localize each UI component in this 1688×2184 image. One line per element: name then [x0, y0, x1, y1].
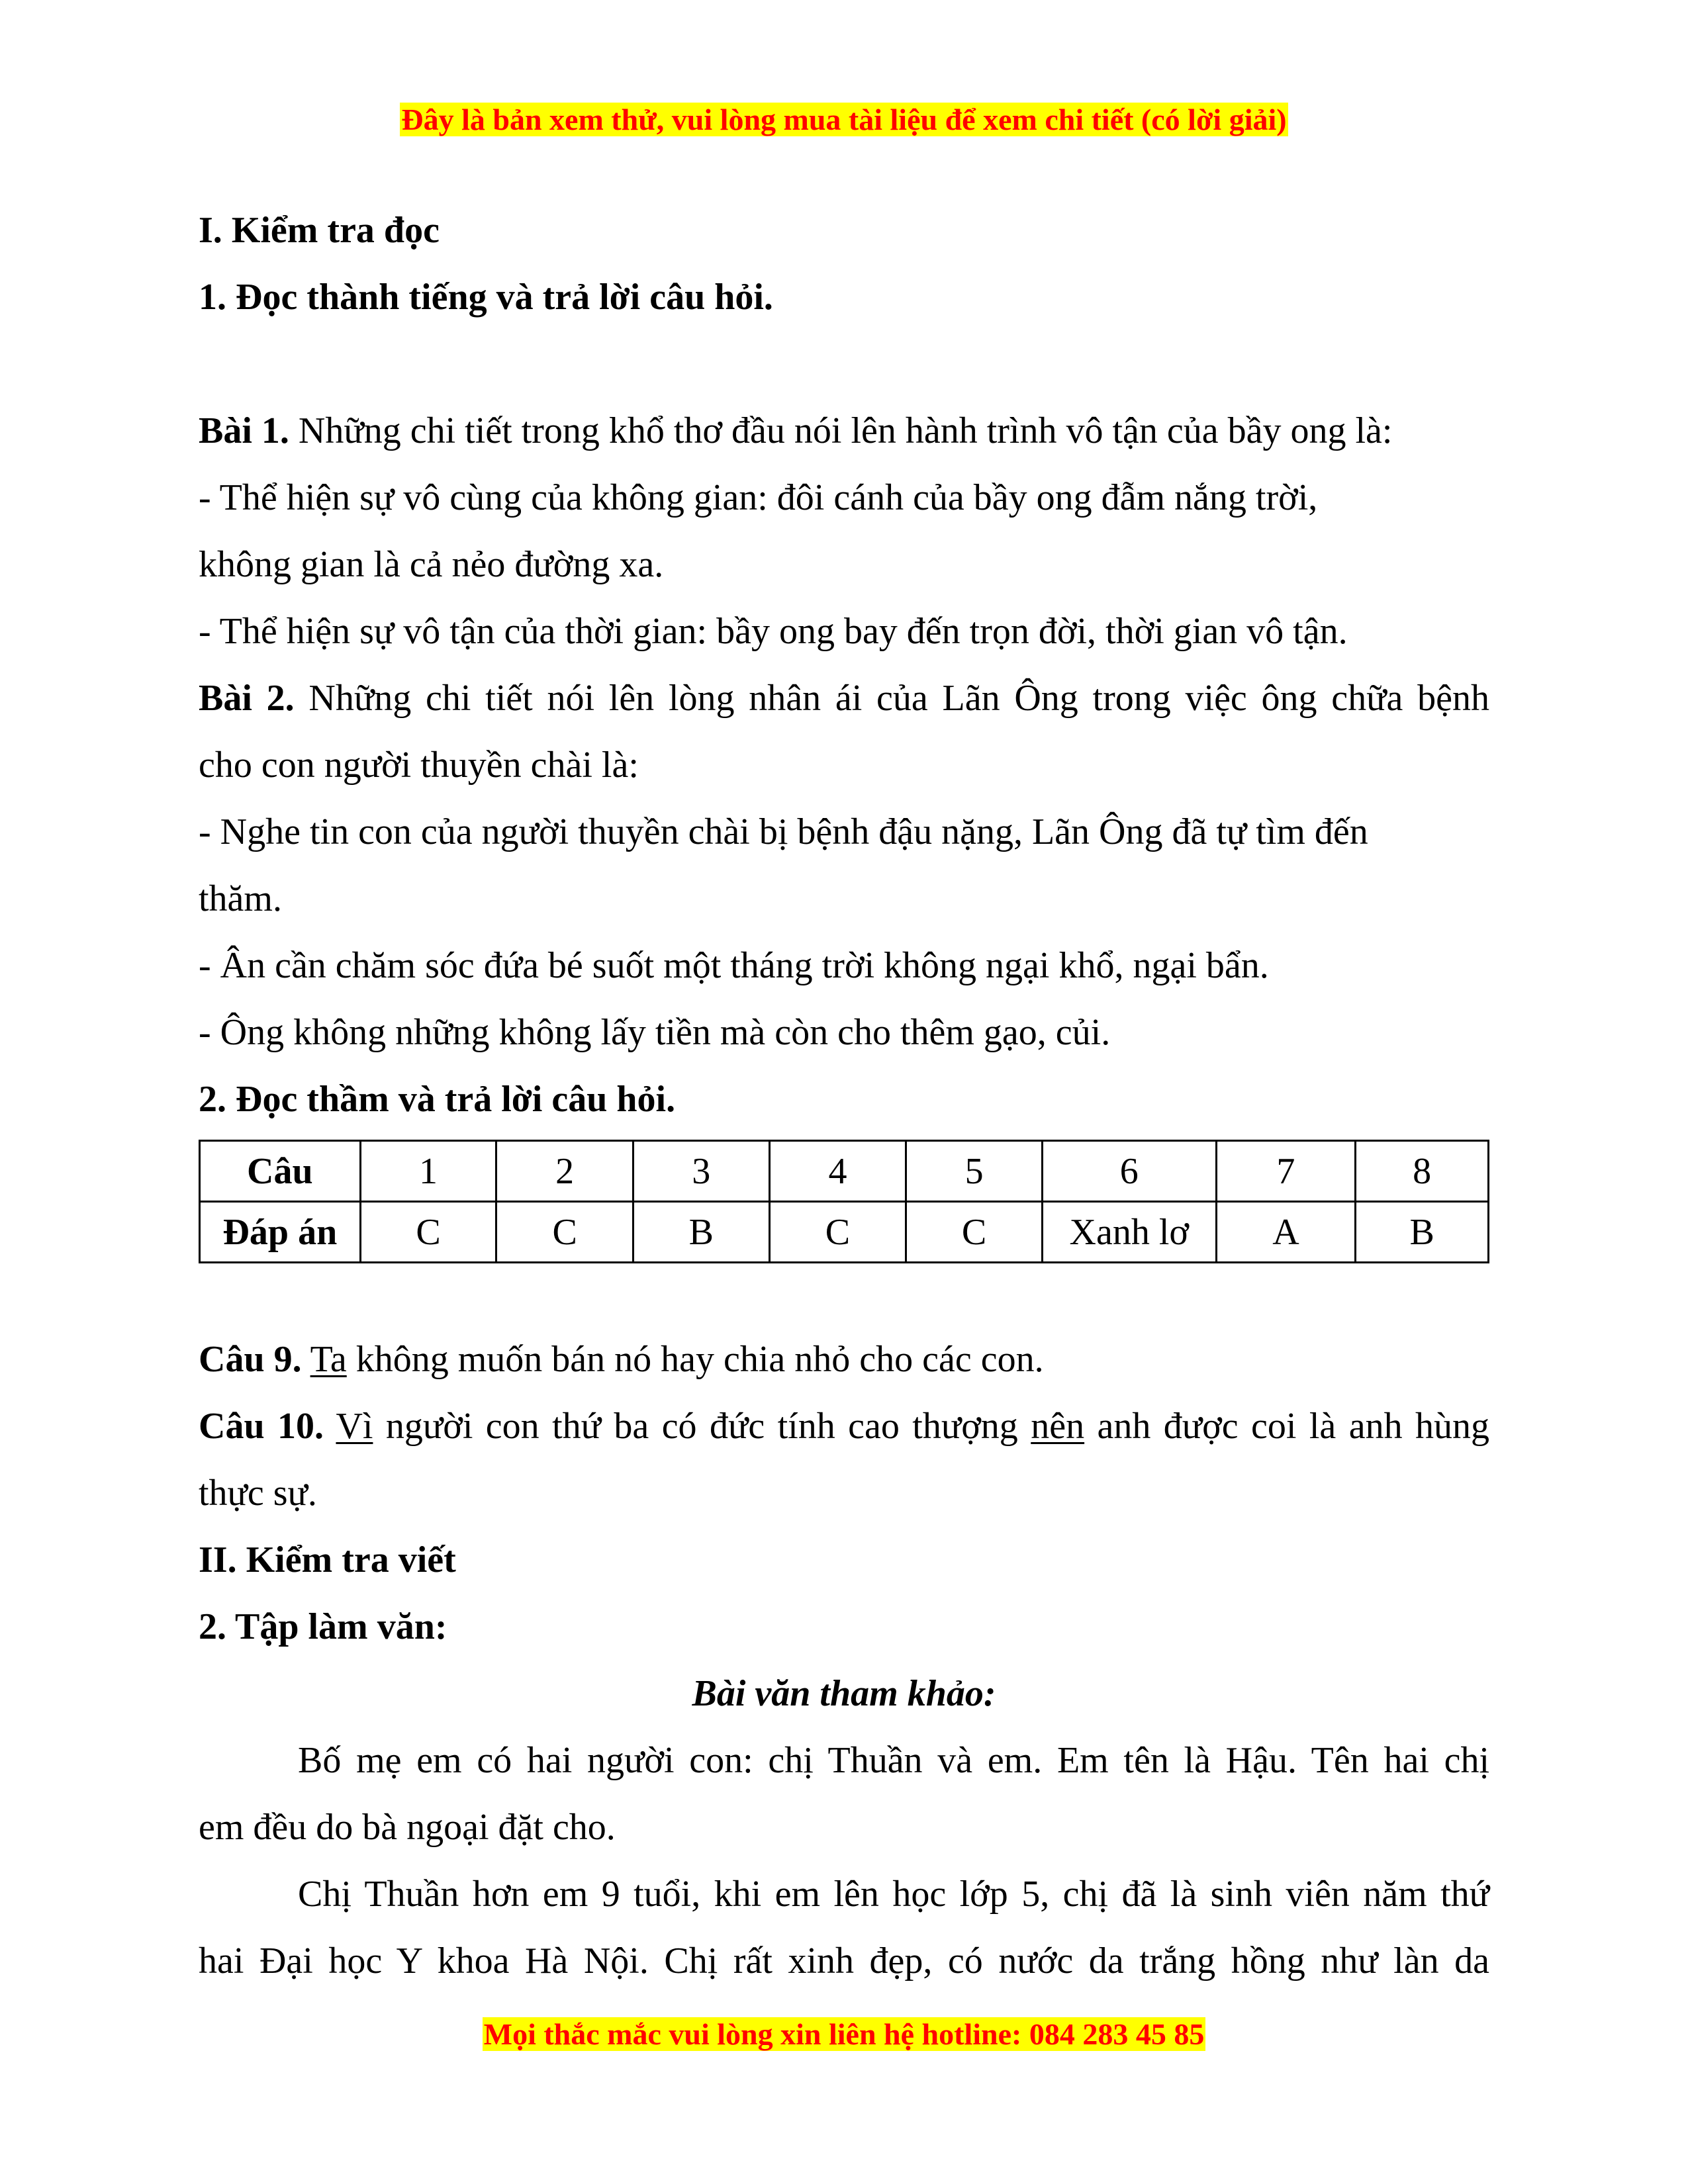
bai1-line: - Thể hiện sự vô tận của thời gian: bầy ong bay đến trọn đời, thời gian vô tận. [199, 611, 1348, 652]
table-cell-answer: C [906, 1202, 1043, 1263]
cau10-label: Câu 10. [199, 1406, 324, 1447]
bai1-line: - Thể hiện sự vô cùng của không gian: đôi cánh của bầy ong đẫm nắng trời, [199, 477, 1318, 518]
cau10-mid: người con thứ ba có đức tính cao thượng [373, 1406, 1031, 1447]
bai2-intro [199, 677, 1489, 719]
table-cell-question: 5 [906, 1141, 1043, 1202]
table-cell-question: 1 [360, 1141, 496, 1202]
table-cell-answer: C [360, 1202, 496, 1263]
cau9-subject: Ta [310, 1339, 347, 1380]
essay-para2-line1: Chị Thuần hơn em 9 tuổi, khi em lên học lớp 5, chị đã là sinh viên năm thứ [298, 1874, 1489, 1915]
table-cell-answer: C [496, 1202, 633, 1263]
subsection-silent-reading: 2. Đọc thầm và trả lời câu hỏi. [199, 1079, 676, 1120]
table-cell-answer: B [1356, 1202, 1489, 1263]
bai1-intro [199, 410, 1489, 452]
table-cell-answer: B [633, 1202, 769, 1263]
table-cell-question: 6 [1042, 1141, 1216, 1202]
table-cell-answer: C [769, 1202, 906, 1263]
cau10-line2: thực sự. [199, 1473, 317, 1514]
table-cell-question: 8 [1356, 1141, 1489, 1202]
table-cell-question: 2 [496, 1141, 633, 1202]
bai2-label: Bài 2. [199, 678, 295, 719]
table-row-answers [200, 1202, 1489, 1263]
bai1-line: không gian là cả nẻo đường xa. [199, 544, 664, 585]
bai2-line: - Nghe tin con của người thuyền chài bị bệnh đậu nặng, Lãn Ông đã tự tìm đến [199, 811, 1368, 852]
cau9-rest: không muốn bán nó hay chia nhỏ cho các con. [346, 1339, 1044, 1380]
table-cell-question: 4 [769, 1141, 906, 1202]
bai2-line: thăm. [199, 878, 282, 919]
preview-banner-text: Đây là bản xem thử, vui lòng mua tài liệu để xem chi tiết (có lời giải) [401, 103, 1287, 136]
table-cell-question: 3 [633, 1141, 769, 1202]
cau10-answer [199, 1405, 1489, 1447]
table-cell-answer: A [1216, 1202, 1356, 1263]
table-header-cau: Câu [200, 1141, 361, 1202]
essay-title: Bài văn tham khảo: [692, 1673, 996, 1714]
cau10-end: anh được coi là anh hùng [1084, 1406, 1489, 1447]
preview-banner [0, 101, 1688, 139]
table-row-questions [200, 1141, 1489, 1202]
hotline-banner [0, 2015, 1688, 2054]
cau10-conj2: nên [1031, 1406, 1085, 1447]
bai2-intro-text: Những chi tiết nói lên lòng nhân ái của Lãn Ông trong việc ông chữa bệnh [294, 678, 1489, 719]
section-title-writing: II. Kiểm tra viết [199, 1539, 456, 1580]
subsection-composition: 2. Tập làm văn: [199, 1606, 447, 1647]
bai1-intro-text: Những chi tiết trong khổ thơ đầu nói lên hành trình vô tận của bầy ong là: [289, 410, 1393, 451]
table-cell-answer: Xanh lơ [1042, 1202, 1216, 1263]
essay-para1-line2: em đều do bà ngoại đặt cho. [199, 1807, 616, 1848]
table-cell-question: 7 [1216, 1141, 1356, 1202]
essay-para2-line2: hai Đại học Y khoa Hà Nội. Chị rất xinh đẹp, có nước da trắng hồng như làn da [199, 1940, 1489, 1981]
cau10-conj1: Vì [336, 1406, 373, 1447]
essay-para1-line1: Bố mẹ em có hai người con: chị Thuần và em. Em tên là Hậu. Tên hai chị [298, 1740, 1489, 1781]
bai2-line: cho con người thuyền chài là: [199, 745, 639, 786]
answer-table [199, 1140, 1489, 1263]
cau9-label: Câu 9. [199, 1339, 302, 1380]
cau9-answer [199, 1338, 1489, 1381]
bai2-line: - Ân cần chăm sóc đứa bé suốt một tháng trời không ngại khổ, ngại bẩn. [199, 945, 1269, 986]
bai2-line: - Ông không những không lấy tiền mà còn cho thêm gạo, củi. [199, 1012, 1111, 1053]
hotline-banner-text: Mọi thắc mắc vui lòng xin liên hệ hotline: 084 283 45 85 [483, 2017, 1205, 2051]
subsection-read-aloud: 1. Đọc thành tiếng và trả lời câu hỏi. [199, 277, 773, 318]
table-header-dap-an: Đáp án [200, 1202, 361, 1263]
section-title-reading: I. Kiểm tra đọc [199, 210, 440, 251]
bai1-label: Bài 1. [199, 410, 289, 451]
